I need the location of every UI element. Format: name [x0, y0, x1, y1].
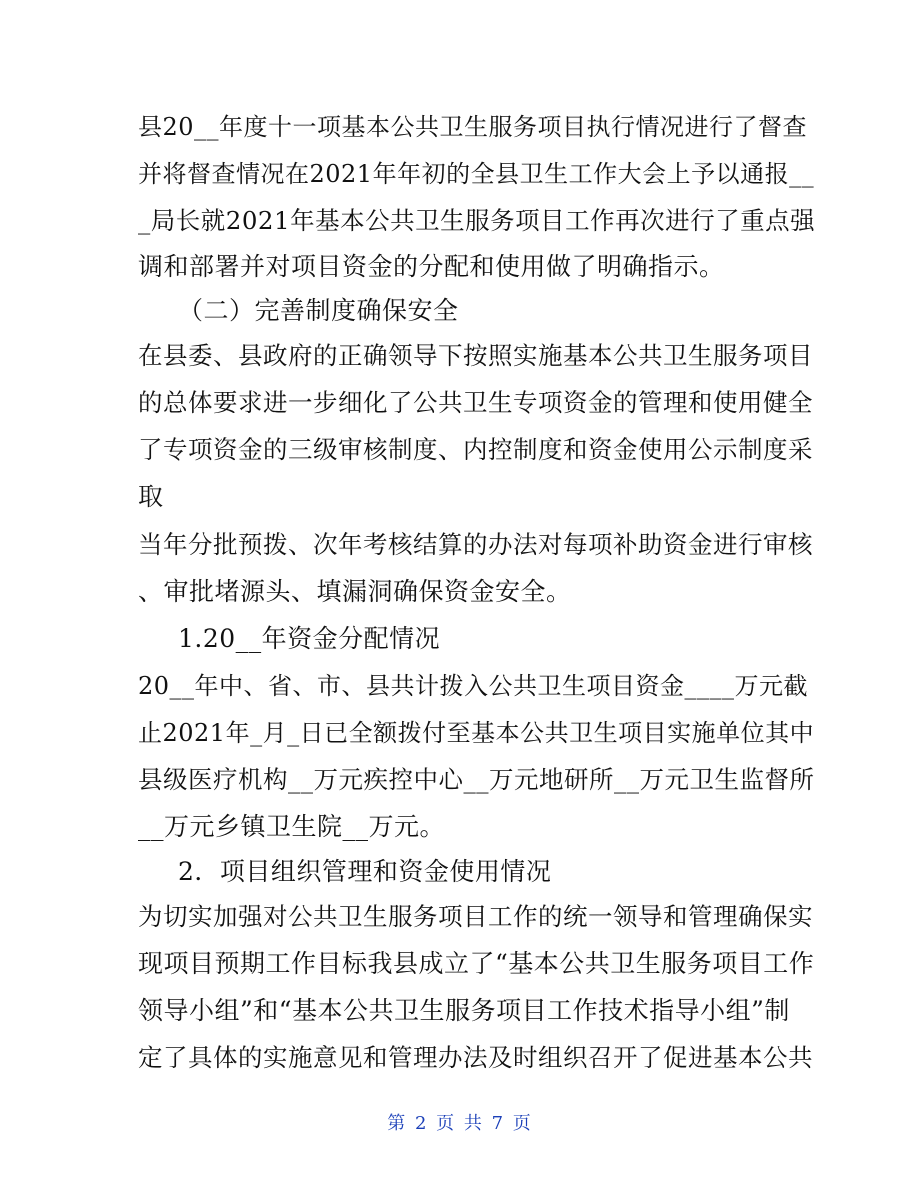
text-line: 县级医疗机构__万元疾控中心__万元地研所__万元卫生监督所	[138, 765, 815, 794]
text-line: 取	[138, 482, 164, 511]
text-line: 当年分批预拨、次年考核结算的办法对每项补助资金进行审核	[138, 530, 813, 559]
text-line: 调和部署并对项目资金的分配和使用做了明确指示。	[138, 252, 725, 281]
text-line: 县20__年度十一项基本公共卫生服务项目执行情况进行了督查	[138, 113, 808, 141]
text-line: _局长就2021年基本公共卫生服务项目工作再次进行了重点强	[138, 206, 816, 235]
text-line: 并将督查情况在2021年年初的全县卫生工作大会上予以通报__	[138, 160, 815, 188]
text-line: 在县委、县政府的正确领导下按照实施基本公共卫生服务项目	[138, 341, 813, 370]
section-heading: （二）完善制度确保安全	[178, 296, 459, 325]
text-line: 为切实加强对公共卫生服务项目工作的统一领导和管理确保实	[138, 902, 813, 931]
text-line: 、审批堵源头、填漏洞确保资金安全。	[138, 577, 572, 606]
text-line: 定了具体的实施意见和管理办法及时组织召开了促进基本公共	[138, 1043, 813, 1072]
text-line: __万元乡镇卫生院__万元。	[138, 812, 446, 841]
text-line: 领导小组”和“基本公共卫生服务项目工作技术指导小组”制	[138, 996, 790, 1025]
text-line: 的总体要求进一步细化了公共卫生专项资金的管理和使用健全	[138, 388, 813, 417]
subsection-heading: 2．项目组织管理和资金使用情况	[178, 857, 552, 886]
page-number-footer: 第 2 页 共 7 页	[387, 1113, 533, 1134]
text-line: 20__年中、省、市、县共计拨入公共卫生项目资金____万元截	[138, 672, 809, 700]
text-line: 现项目预期工作目标我县成立了“基本公共卫生服务项目工作	[138, 949, 815, 978]
subsection-heading: 1.20__年资金分配情况	[178, 624, 441, 653]
text-line: 止2021年_月_日已全额拨付至基本公共卫生项目实施单位其中	[138, 719, 815, 747]
text-line: 了专项资金的三级审核制度、内控制度和资金使用公示制度采	[138, 435, 813, 464]
